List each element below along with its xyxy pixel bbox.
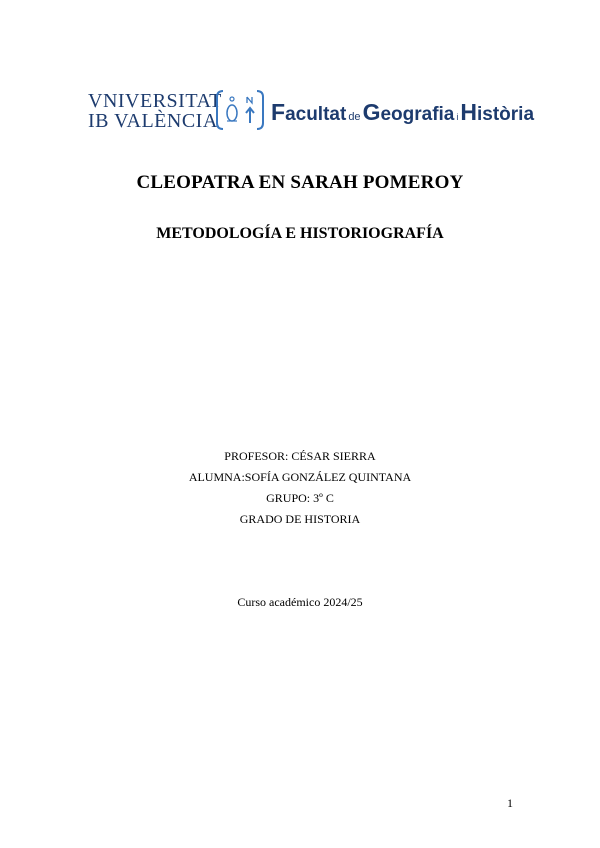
university-name-line-2: IB VALÈNCIA: [88, 110, 218, 132]
faculty-connector-de: de: [348, 111, 361, 123]
faculty-connector-i: i: [456, 112, 459, 122]
group-line: GRUPO: 3º C: [266, 491, 334, 505]
student-line: ALUMNA:SOFÍA GONZÁLEZ QUINTANA: [188, 470, 412, 484]
professor-line: PROFESOR: CÉSAR SIERRA: [224, 449, 376, 463]
faculty-word-3: istòria: [477, 104, 535, 125]
header-logo: [88, 88, 543, 134]
faculty-word-1: acultat: [285, 104, 347, 125]
document-subtitle: METODOLOGÍA E HISTORIOGRAFÍA: [156, 225, 444, 242]
document-title: CLEOPATRA EN SARAH POMEROY: [136, 172, 464, 193]
academic-year: Curso académico 2024/25: [237, 595, 363, 609]
page-number: 1: [507, 796, 513, 810]
university-name-line-1: VNIVERSITAT: [88, 90, 222, 112]
faculty-initial-h: H: [460, 99, 477, 125]
faculty-initial-g: G: [362, 99, 381, 125]
faculty-word-2: eografia: [380, 104, 455, 125]
author-info-block: [0, 446, 600, 530]
faculty-name: [271, 100, 534, 129]
degree-line: GRADO DE HISTORIA: [239, 512, 361, 526]
faculty-initial-f: F: [271, 99, 286, 125]
university-emblem-icon: [215, 89, 265, 131]
